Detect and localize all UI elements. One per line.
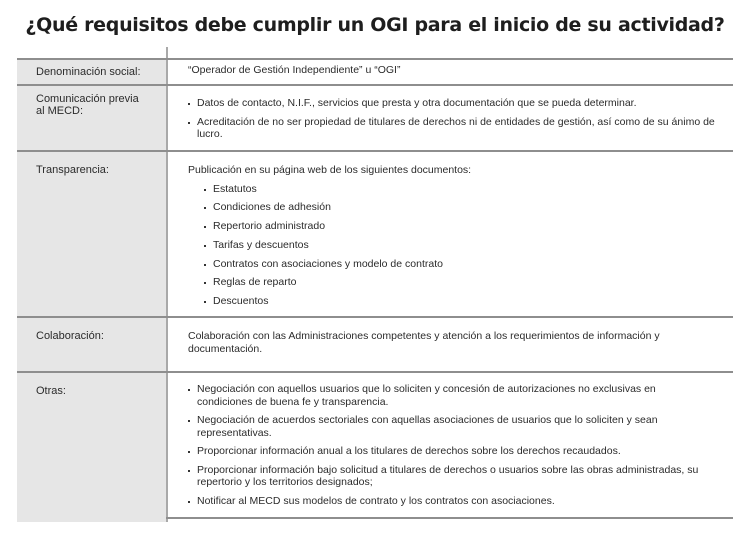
row-label: Comunicación previa al MECD: bbox=[17, 86, 166, 150]
bullet-list bbox=[188, 97, 719, 141]
bullet-list bbox=[188, 383, 709, 507]
row-transparencia bbox=[17, 150, 733, 316]
label-column-tail bbox=[17, 517, 166, 522]
row-label: Colaboración: bbox=[17, 318, 166, 371]
list-item: Contratos con asociaciones y modelo de contrato bbox=[204, 258, 719, 271]
row-content bbox=[166, 60, 733, 84]
list-item: Estatutos bbox=[204, 183, 719, 196]
list-item: Acreditación de no ser propiedad de titulares de derechos ni de entidades de gestión, así como de su ánimo de lucro. bbox=[188, 116, 719, 141]
row-content bbox=[166, 152, 733, 316]
list-item: Descuentos bbox=[204, 295, 719, 308]
row-colaboracion bbox=[17, 316, 733, 371]
list-item: Proporcionar información bajo solicitud a titulares de derechos o usuarios sobre las obras administradas, su repertorio y los territorios designados; bbox=[188, 464, 709, 489]
row-text: Colaboración con las Administraciones competentes y atención a los requerimientos de información y documentación. bbox=[188, 330, 660, 355]
list-item: Tarifas y descuentos bbox=[204, 239, 719, 252]
document-list bbox=[188, 183, 719, 308]
list-item: Negociación con aquellos usuarios que lo soliciten y concesión de autorizaciones no exclusivas en condiciones de buena fe y transparencia. bbox=[188, 383, 709, 408]
row-text: “Operador de Gestión Independiente” u “OGI” bbox=[188, 64, 401, 76]
requirements-table bbox=[17, 58, 733, 519]
row-label: Transparencia: bbox=[17, 152, 166, 316]
row-otras bbox=[17, 371, 733, 519]
list-item: Reglas de reparto bbox=[204, 276, 719, 289]
row-comunicacion bbox=[17, 84, 733, 150]
row-label: Otras: bbox=[17, 373, 166, 517]
list-item: Datos de contacto, N.I.F., servicios que presta y otra documentación que se pueda determinar. bbox=[188, 97, 719, 110]
intro-text: Publicación en su página web de los siguientes documentos: bbox=[188, 164, 472, 176]
row-content bbox=[166, 373, 733, 517]
row-label: Denominación social: bbox=[17, 60, 166, 84]
list-item: Notificar al MECD sus modelos de contrato y los contratos con asociaciones. bbox=[188, 495, 709, 508]
list-item: Repertorio administrado bbox=[204, 220, 719, 233]
row-content bbox=[166, 318, 733, 371]
list-item: Condiciones de adhesión bbox=[204, 201, 719, 214]
list-item: Negociación de acuerdos sectoriales con aquellas asociaciones de usuarios que lo soliciten y sean representativas. bbox=[188, 414, 709, 439]
list-item: Proporcionar información anual a los titulares de derechos sobre los derechos recaudados. bbox=[188, 445, 709, 458]
page-title: ¿Qué requisitos debe cumplir un OGI para el inicio de su actividad? bbox=[25, 14, 725, 36]
row-denominacion bbox=[17, 58, 733, 84]
row-content bbox=[166, 86, 733, 150]
